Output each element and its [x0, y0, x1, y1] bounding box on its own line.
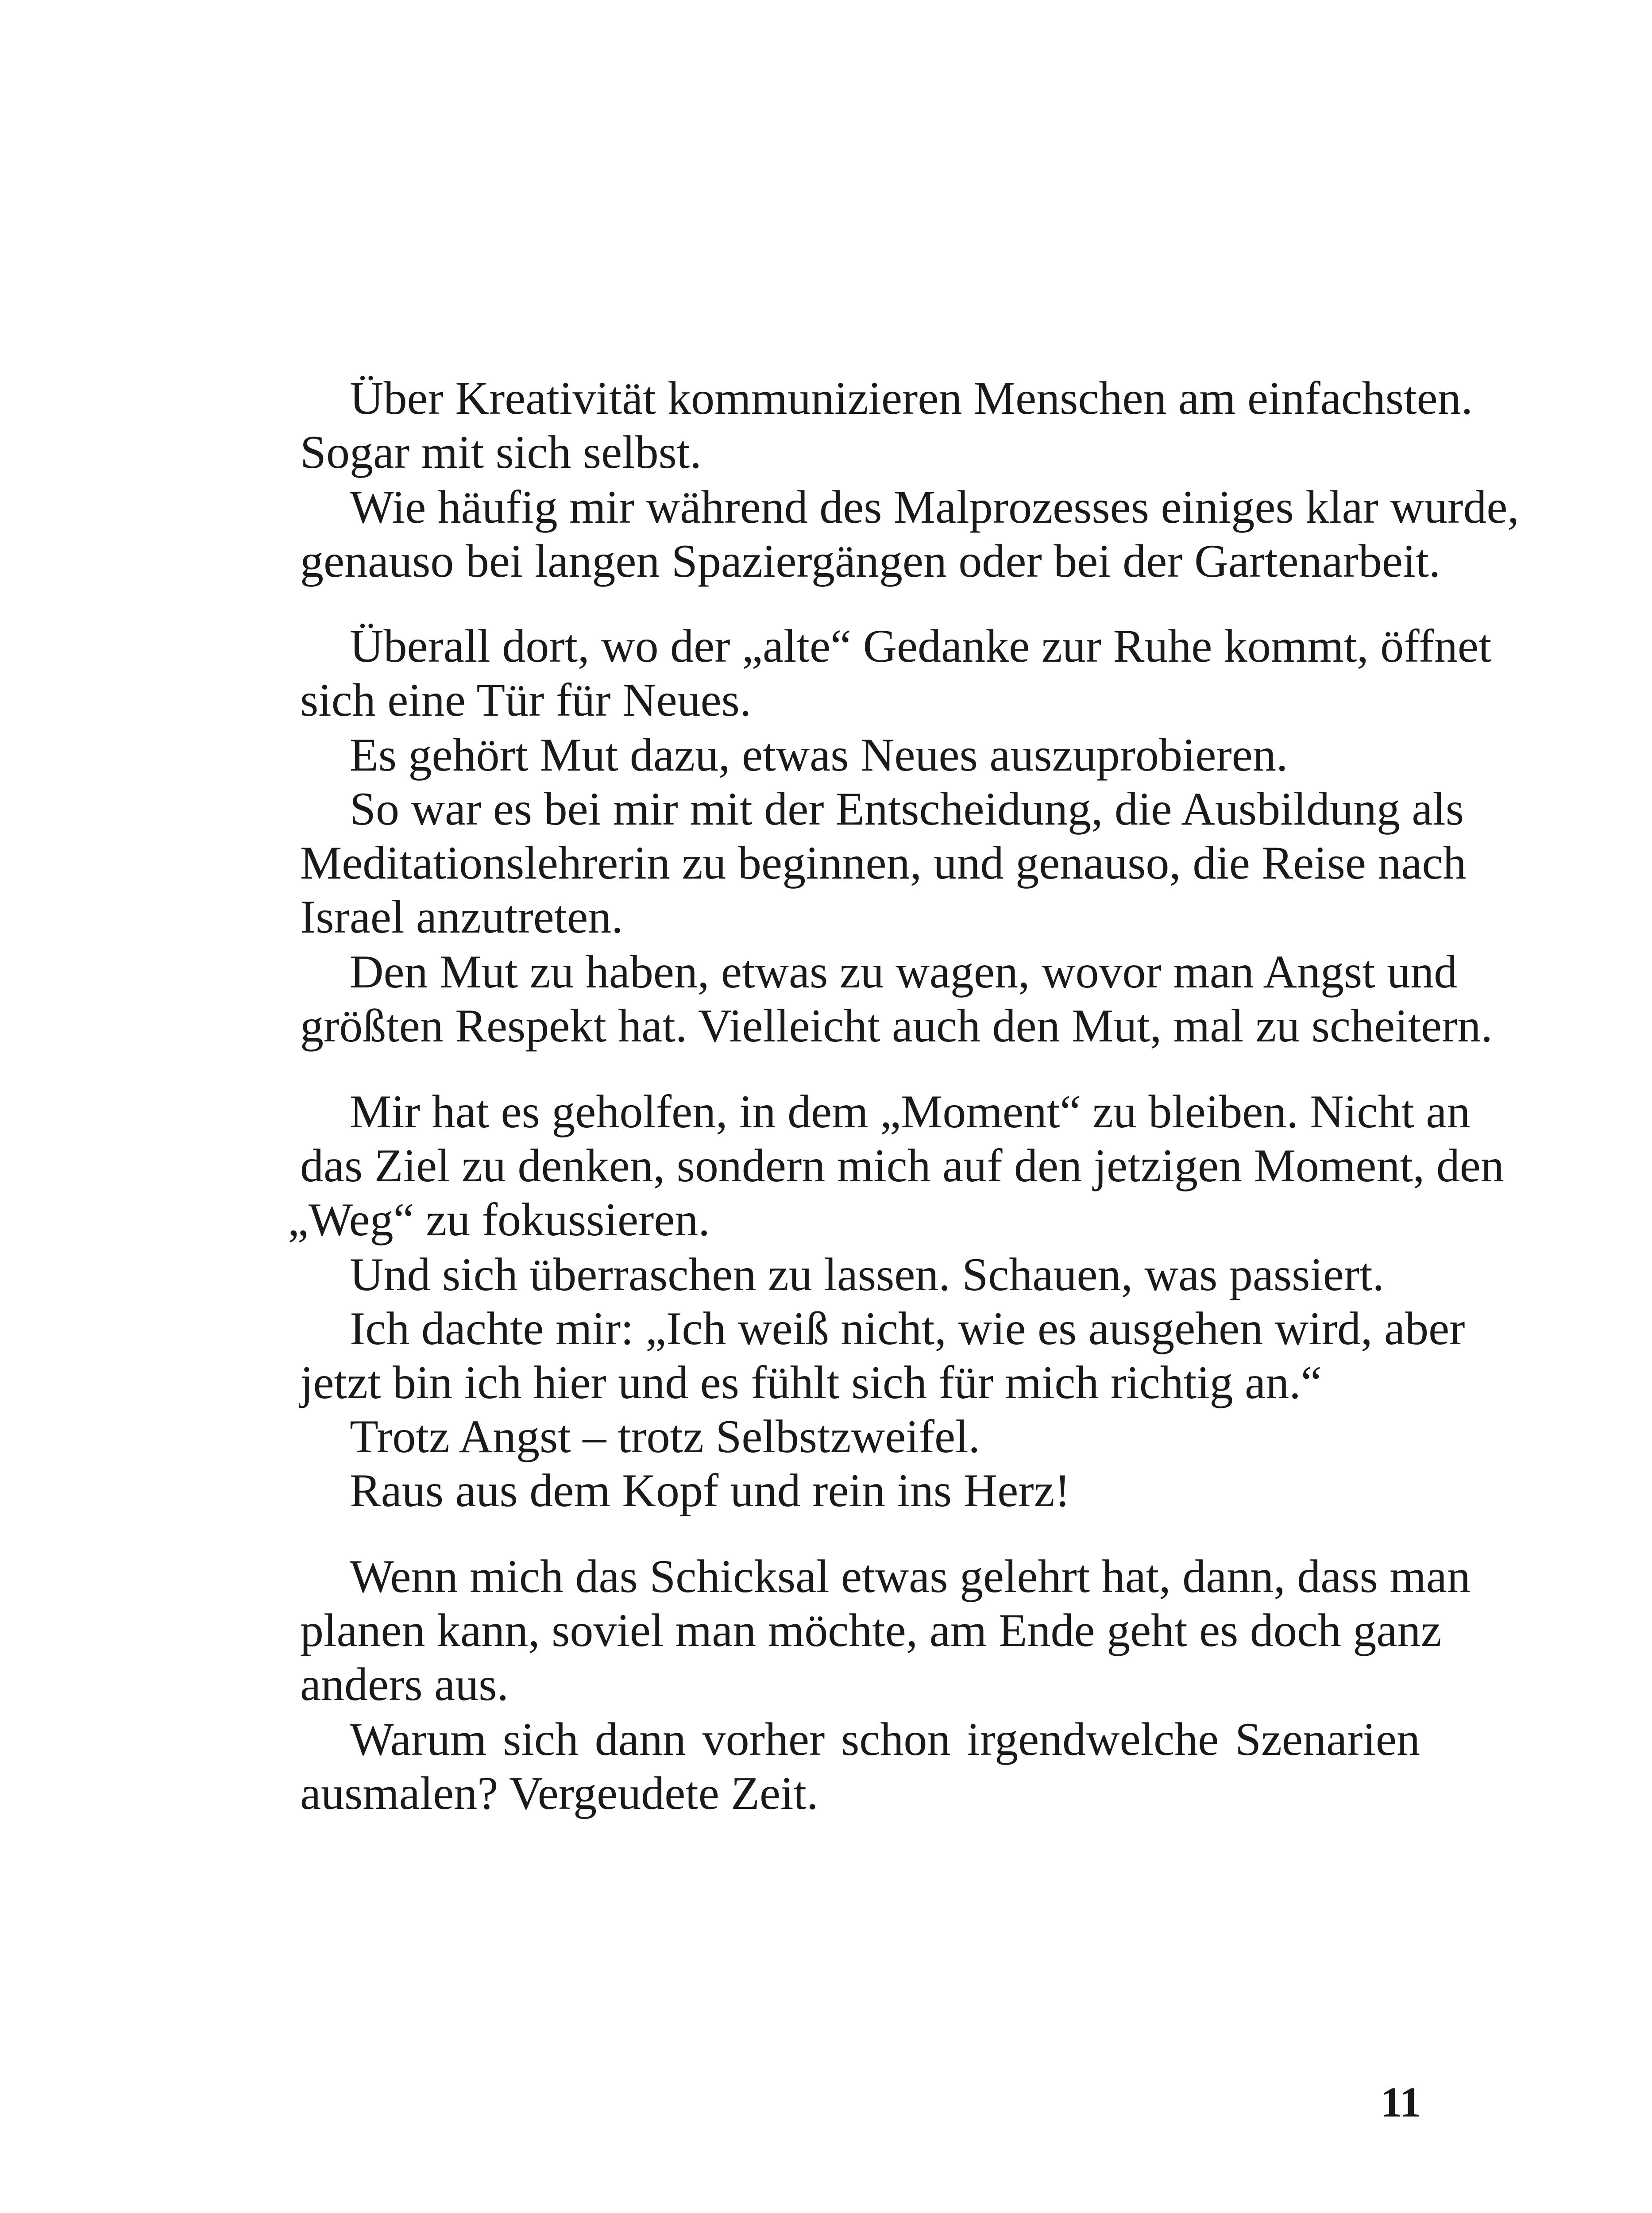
- text-line: Raus aus dem Kopf und rein ins Herz!: [350, 1465, 1070, 1516]
- text-line: Überall dort, wo der „alte“ Gedanke zur Ruhe kommt, öffnet: [350, 620, 1492, 672]
- text-line: Meditationslehrerin zu beginnen, und genauso, die Reise nach: [300, 837, 1467, 889]
- text-line: Sogar mit sich selbst.: [300, 426, 702, 478]
- text-line: sich eine Tür für Neues.: [300, 674, 752, 726]
- text-line: Den Mut zu haben, etwas zu wagen, wovor man Angst und: [350, 946, 1458, 998]
- text-line: Trotz Angst – trotz Selbstzweifel.: [350, 1411, 980, 1462]
- text-line: genauso bei langen Spaziergängen oder bei der Gartenarbeit.: [300, 535, 1441, 587]
- text-line: Israel anzutreten.: [300, 891, 623, 943]
- text-line: Wie häufig mir während des Malprozesses einiges klar wurde,: [350, 481, 1519, 533]
- text-line: größten Respekt hat. Vielleicht auch den Mut, mal zu scheitern.: [300, 1000, 1493, 1052]
- text-line: Wenn mich das Schicksal etwas gelehrt hat, dann, dass man: [350, 1550, 1471, 1602]
- text-line: planen kann, soviel man möchte, am Ende geht es doch ganz: [300, 1604, 1442, 1656]
- page-number: 11: [1381, 2078, 1421, 2126]
- text-line: jetzt bin ich hier und es fühlt sich für mich richtig an.“: [300, 1357, 1322, 1408]
- text-line: anders aus.: [300, 1658, 509, 1710]
- text-line: Über Kreativität kommunizieren Menschen am einfachsten.: [350, 372, 1473, 424]
- text-line: Und sich überraschen zu lassen. Schauen, was passiert.: [350, 1249, 1385, 1300]
- text-line: Warum sich dann vorher schon irgendwelche Szenarien: [350, 1713, 1420, 1765]
- text-line: So war es bei mir mit der Entscheidung, die Ausbildung als: [350, 783, 1464, 835]
- text-line: ausmalen? Vergeudete Zeit.: [300, 1767, 818, 1819]
- text-line: das Ziel zu denken, sondern mich auf den jetzigen Moment, den: [300, 1140, 1504, 1191]
- text-line: Mir hat es geholfen, in dem „Moment“ zu bleiben. Nicht an: [350, 1086, 1471, 1137]
- text-line: Es gehört Mut dazu, etwas Neues auszuprobieren.: [350, 729, 1288, 781]
- text-line: Ich dachte mir: „Ich weiß nicht, wie es ausgehen wird, aber: [350, 1303, 1465, 1354]
- text-line: „Weg“ zu fokussieren.: [288, 1194, 710, 1245]
